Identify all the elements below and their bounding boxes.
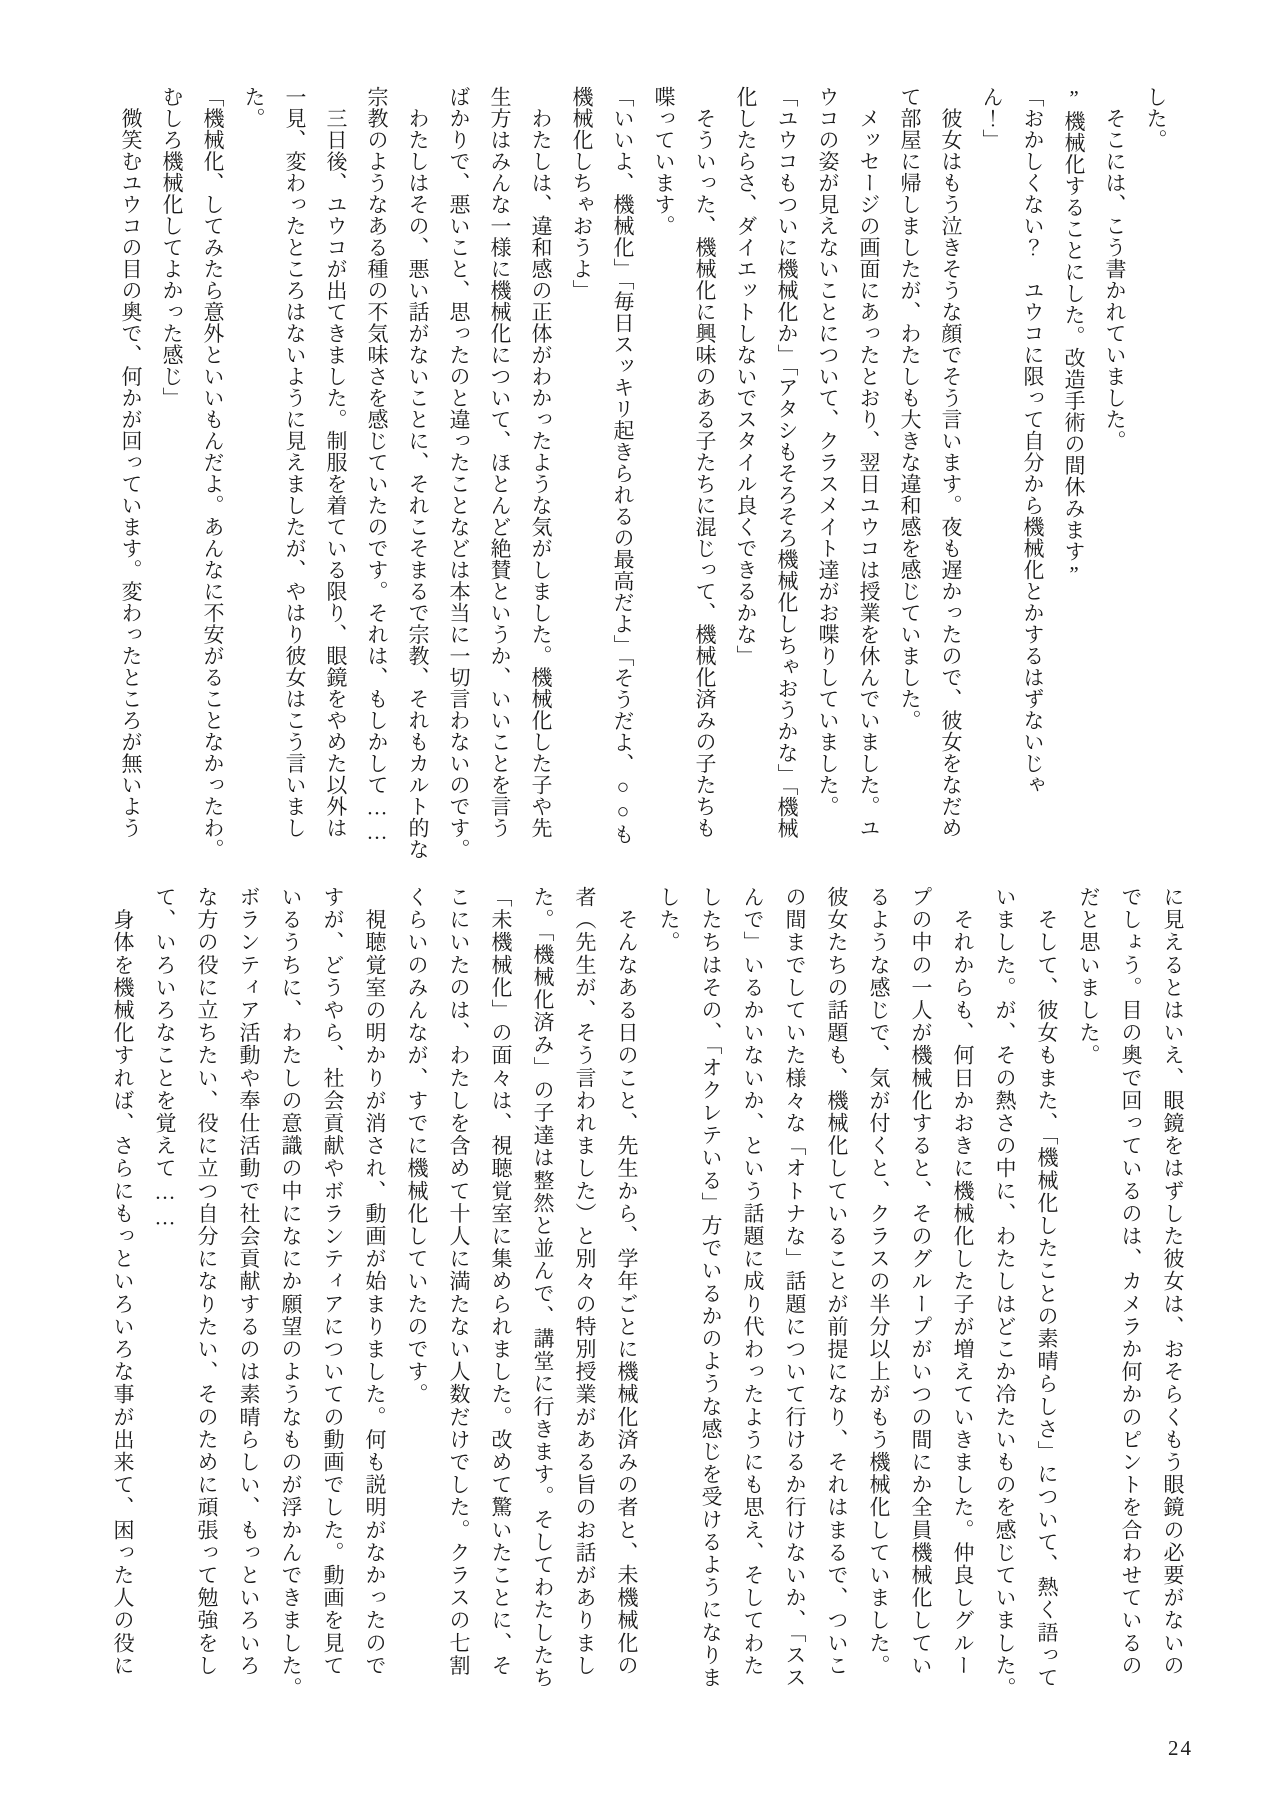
text-column: プの中の一人が機械化すると、そのグループがいつの間にか全員機械化してい (909, 886, 933, 1677)
text-column: 「機械化、してみたら意外といいもんだよ。あんなに不安がることなかったわ。 (201, 86, 225, 860)
text-column: ”機械化することにした。改造手術の間休みます” (1062, 86, 1086, 587)
text-column: いるうちに、わたしの意識の中になにか願望のようなものが浮かんできました。 (279, 886, 303, 1700)
text-block-bottom (102, 886, 1194, 1718)
text-column: わたしはその、悪い話がないことに、それこそまるで宗教、それもカルト的な (406, 86, 430, 860)
text-column: た。 (242, 86, 266, 129)
text-column: 三日後、ユウコが出てきました。制服を着ている限り、眼鏡をやめた以外は (324, 86, 348, 839)
text-column: した。 (657, 886, 681, 954)
text-column: 「未機械化」の面々は、視聴覚室に集められました。改めて驚いたことに、そ (489, 886, 513, 1677)
text-column: 彼女はもう泣きそうな顔でそう言います。夜も遅かったので、彼女をなだめ (939, 86, 963, 839)
text-column: いました。が、その熱さの中に、わたしはどこか冷たいものを感じていました。 (993, 886, 1017, 1700)
text-column: そこには、こう書かれていました。 (1103, 86, 1127, 452)
text-column: 一見、変わったところはないように見えましたが、やはり彼女はこう言いまし (283, 86, 307, 839)
text-column: んで」いるかいないか、という話題に成り代わったようにも思え、そしてわた (741, 886, 765, 1677)
text-column: 微笑むユウコの目の奥で、何かが回っています。変わったところが無いよう (119, 86, 143, 839)
text-column: わたしは、違和感の正体がわかったような気がしました。機械化した子や先 (529, 86, 553, 839)
text-column: でしょう。目の奥で回っているのは、カメラか何かのピントを合わせているの (1119, 886, 1143, 1677)
text-column: ばかりで、悪いこと、思ったのと違ったことなどは本当に一切言わないのです。 (447, 86, 471, 860)
text-column: ウコの姿が見えないことについて、クラスメイト達がお喋りしていました。 (816, 86, 840, 817)
text-column: した。 (1144, 86, 1168, 151)
text-column: 「いいよ、機械化」「毎日スッキリ起きられるの最高だよ」「そうだよ、○○も (611, 86, 635, 845)
text-column: た。「機械化済み」の子達は整然と並んで、講堂に行きます。そしてわたしたち (531, 886, 555, 1690)
text-column: 者（先生が、そう言われました）と別々の特別授業がある旨のお話がありまし (573, 886, 597, 1677)
page-number: 24 (1168, 1736, 1193, 1760)
text-column: むしろ機械化してよかった感じ」 (160, 86, 184, 409)
text-column: に見えるとはいえ、眼鏡をはずした彼女は、おそらくもう眼鏡の必要がないの (1161, 886, 1185, 1677)
text-column: それからも、何日かおきに機械化した子が増えていきました。仲良しグルー (951, 886, 975, 1677)
text-column: 視聴覚室の明かりが消され、動画が始まりました。何も説明がなかったので (363, 886, 387, 1677)
text-column: したちはその、「オクレテいる」方でいるかのような感じを受けるようになりま (699, 886, 723, 1690)
text-column: 「ユウコもついに機械化か」「アタシもそろそろ機械化しちゃおうかな」「機械 (775, 86, 799, 839)
text-column: 喋っています。 (652, 86, 676, 237)
text-column: 身体を機械化すれば、さらにもっといろいろな事が出来て、困った人の役に (111, 886, 135, 1677)
text-column: くらいのみんなが、すでに機械化していたのです。 (405, 886, 429, 1406)
text-column: そして、彼女もまた、「機械化したことの素晴らしさ」について、熱く語って (1035, 886, 1059, 1690)
text-column: そんなある日のこと、先生から、学年ごとに機械化済みの者と、未機械化の (615, 886, 639, 1677)
text-column: 化したらさ、ダイエットしないでスタイル良くできるかな」 (734, 86, 758, 667)
text-column: の間までしていた様々な「オトナな」話題について行けるか行けないか、「スス (783, 886, 807, 1690)
text-column: だと思いました。 (1077, 886, 1101, 1067)
text-column: 「おかしくない？ ユウコに限って自分から機械化とかするはずないじゃ (1021, 86, 1045, 796)
text-column: るような感じで、気が付くと、クラスの半分以上がもう機械化していました。 (867, 886, 891, 1677)
text-column: ボランティア活動や奉仕活動で社会貢献するのは素晴らしい、もっといろいろ (237, 886, 261, 1677)
text-column: 彼女たちの話題も、機械化していることが前提になり、それはまるで、ついこ (825, 886, 849, 1677)
text-column: 機械化しちゃおうよ」 (570, 86, 594, 301)
text-column: 生方はみんな一様に機械化について、ほとんど絶賛というか、いいことを言う (488, 86, 512, 839)
text-column: て部屋に帰しましたが、わたしも大きな違和感を感じていました。 (898, 86, 922, 731)
text-column: な方の役に立ちたい、役に立つ自分になりたい、そのために頑張って勉強をし (195, 886, 219, 1677)
text-column: て、いろいろなことを覚えて…… (153, 886, 177, 1231)
text-column: すが、どうやら、社会貢献やボランティアについての動画でした。動画を見て (321, 886, 345, 1677)
text-column: こにいたのは、わたしを含めて十人に満たない人数だけでした。クラスの七割 (447, 886, 471, 1677)
text-column: ん！」 (980, 86, 1004, 151)
text-column: そういった、機械化に興味のある子たちに混じって、機械化済みの子たちも (693, 86, 717, 839)
text-column: メッセージの画面にあったとおり、翌日ユウコは授業を休んでいました。ユ (857, 86, 881, 839)
text-column: 宗教のようなある種の不気味さを感じていたのです。それは、もしかして…… (365, 86, 389, 845)
text-block-top (110, 86, 1176, 898)
